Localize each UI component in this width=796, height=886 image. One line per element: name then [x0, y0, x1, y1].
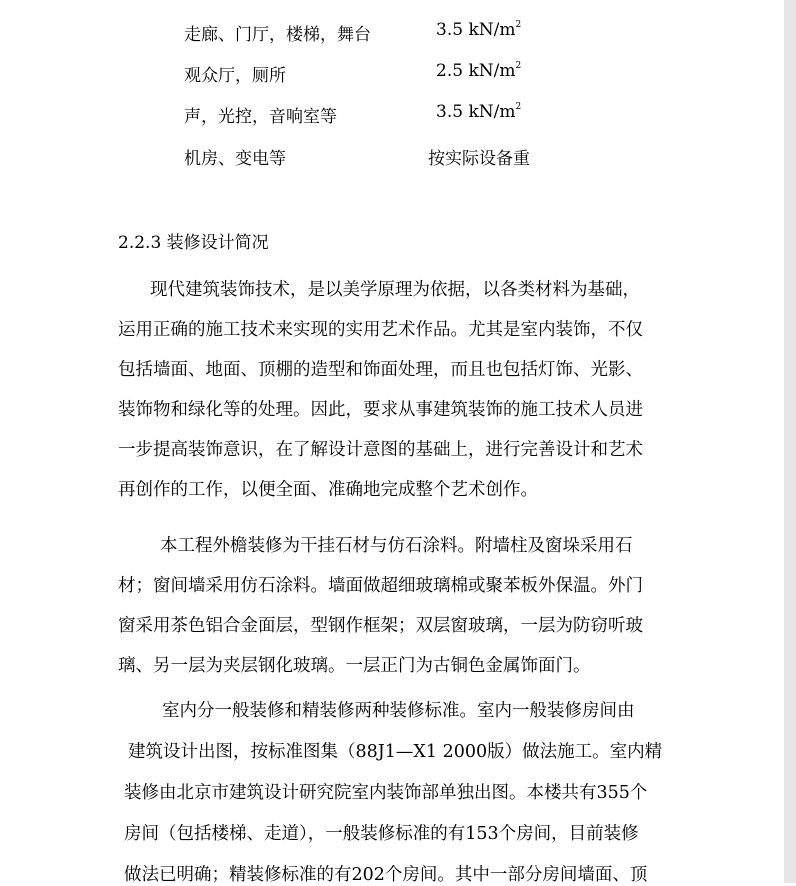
load-value: 3.5 $kN/m^2$ — [436, 20, 522, 40]
text-line: 璃、另一层为夹层钢化玻璃。一层正门为古铜色金属饰面门。 — [118, 656, 591, 676]
section-heading — [118, 228, 269, 253]
page-edge — [784, 0, 796, 883]
text-line: 现代建筑装饰技术，是以美学原理为依据，以各类材料为基础， — [150, 280, 640, 300]
text-line: 装饰物和绿化等的处理。因此，要求从事建筑装饰的施工技术人员进 — [118, 400, 643, 420]
text-line: 本工程外檐装修为干挂石材与仿石涂料。附墙柱及窗垛采用石 — [160, 536, 633, 556]
text-line: 再创作的工作，以便全面、准确地完成整个艺术创作。 — [118, 480, 538, 500]
load-value: 3.5 $kN/m^2$ — [436, 102, 522, 122]
load-name: 声，光控，音响室等 — [184, 107, 337, 127]
load-name: 机房、变电等 — [184, 149, 286, 169]
text-line: 运用正确的施工技术来实现的实用艺术作品。尤其是室内装饰，不仅 — [118, 320, 643, 340]
section-title: 装修设计简况 — [166, 233, 269, 253]
text-line: 材；窗间墙采用仿石涂料。墙面做超细玻璃棉或聚苯板外保温。外门 — [118, 576, 643, 596]
text-line: 窗采用茶色铝合金面层，型钢作框架；双层窗玻璃，一层为防窃听玻 — [118, 616, 643, 636]
text-line: 包括墙面、地面、顶棚的造型和饰面处理，而且也包括灯饰、光影、 — [118, 360, 643, 380]
text-line: 建筑设计出图，按标准图集（88J1—X1 2000版）做法施工。室内精 — [128, 742, 663, 762]
load-value: 2.5 $kN/m^2$ — [436, 61, 522, 81]
text-line: 装修由北京市建筑设计研究院室内装饰部单独出图。本楼共有355个 — [124, 783, 648, 803]
text-line: 房间（包括楼梯、走道），一般装修标准的有153个房间，目前装修 — [124, 824, 639, 844]
load-name: 走廊、门厅，楼梯，舞台 — [184, 25, 371, 45]
section-number: 2.2.3 — [118, 233, 162, 253]
text-line: 室内分一般装修和精装修两种装修标准。室内一般装修房间由 — [162, 701, 635, 721]
load-value: 按实际设备重 — [428, 149, 530, 169]
text-line: 做法已明确；精装修标准的有202个房间。其中一部分房间墙面、顶 — [124, 865, 648, 885]
text-line: 一步提高装饰意识，在了解设计意图的基础上，进行完善设计和艺术 — [118, 440, 643, 460]
load-name: 观众厅，厕所 — [184, 66, 286, 86]
